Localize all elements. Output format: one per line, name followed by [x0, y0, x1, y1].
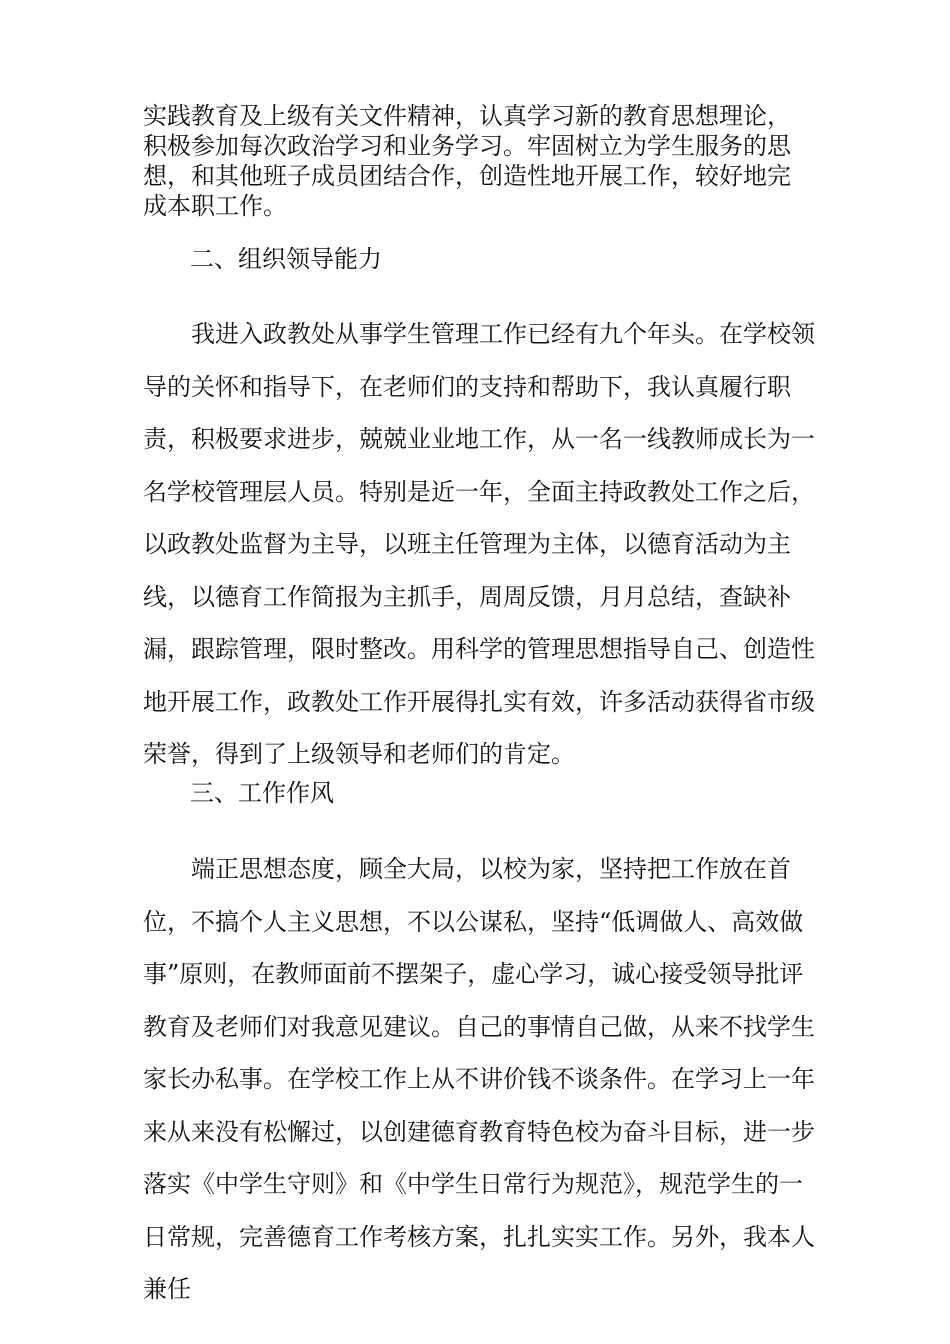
paragraph-text: 端正思想态度，顾全大局，以校为家，坚持把工作放在首位，不搞个人主义思想，不以公谋私，坚持“低调做人、高效做事”原则，在教师面前不摆架子，虚心学习，诚心接受领导批评教育及老师们对我意见建议。自己的事情自己做，从来不找学生家长办私事。在学校工作上从不讲价钱不谈条件。在学习上一年来从来没有松懈过，以创建德育教育特色校为奋斗目标，进一步落实《中学生守则》和《中学生日常行为规范》，规范学生的一日常规，完善德育工作考核方案，扎扎实实工作。另外，我本人兼任 — [143, 855, 815, 1303]
section-heading-work-style: 三、工作作风 — [190, 779, 334, 807]
section-heading-organization-leadership: 二、组织领导能力 — [190, 245, 382, 273]
section-paragraph-organization-leadership — [143, 308, 815, 781]
section-paragraph-work-style — [143, 843, 815, 1316]
paragraph-text: 我进入政教处从事学生管理工作已经有九个年头。在学校领导的关怀和指导下，在老师们的支持和帮助下，我认真履行职责，积极要求进步，兢兢业业地工作，从一名一线教师成长为一名学校管理层人员。特别是近一年，全面主持政教处工作之后，以政教处监督为主导，以班主任管理为主体，以德育活动为主线，以德育工作简报为主抓手，周周反馈，月月总结，查缺补漏，跟踪管理，限时整改。用科学的管理思想指导自己、创造性地开展工作，政教处工作开展得扎实有效，许多活动获得省市级荣誉，得到了上级领导和老师们的肯定。 — [143, 320, 815, 768]
intro-paragraph: 实践教育及上级有关文件精神，认真学习新的教育思想理论，积极参加每次政治学习和业务学习。牢固树立为学生服务的思想，和其他班子成员团结合作，创造性地开展工作，较好地完成本职工作。 — [143, 102, 791, 220]
